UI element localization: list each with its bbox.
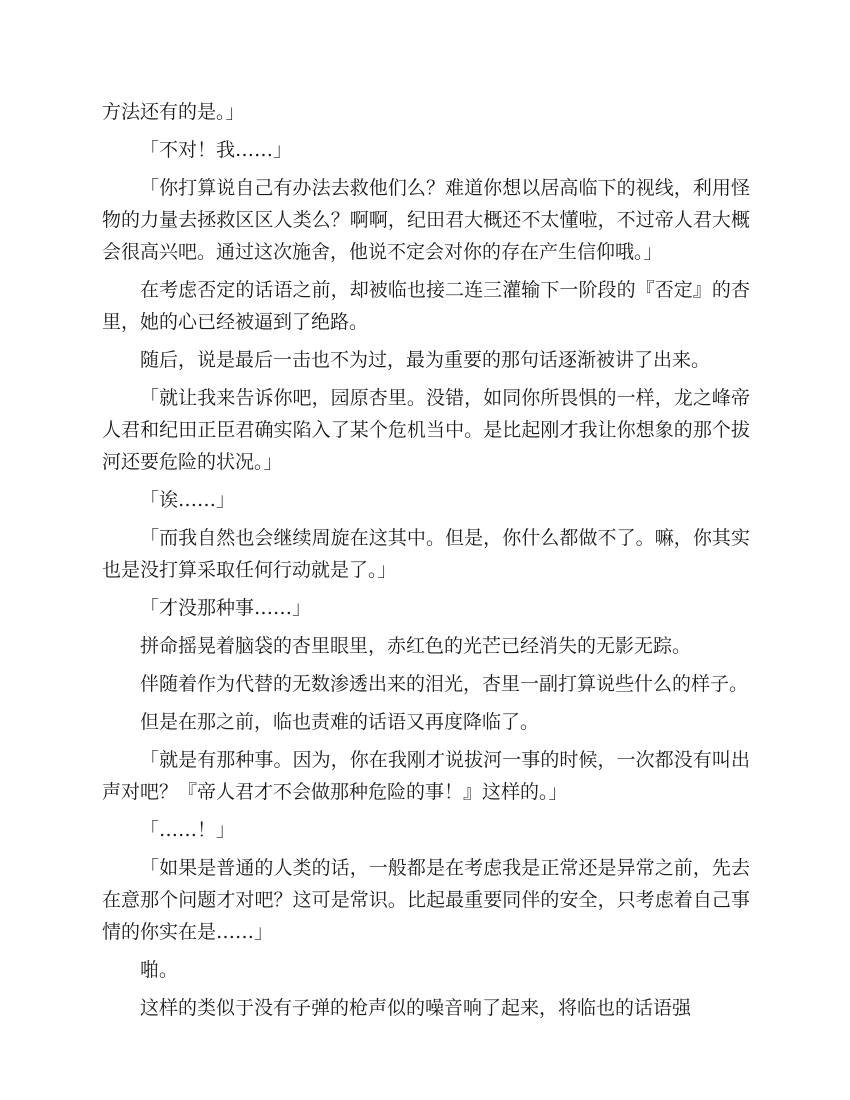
paragraph: 拼命摇晃着脑袋的杏里眼里，赤红色的光芒已经消失的无影无踪。 — [140, 635, 692, 657]
paragraph: 「如果是普通的人类的话，一般都是在考虑我是正常还是异常之前，先去在意那个问题才对吧？这可是常识。比起最重要同伴的安全，只考虑着自己事情的你实在是……」 — [102, 857, 750, 943]
paragraph: 但是在那之前，临也责难的话语又再度降临了。 — [140, 711, 540, 733]
paragraph: 「不对！我……」 — [140, 139, 293, 161]
paragraph: 「就是有那种事。因为，你在我刚才说拔河一事的时候，一次都没有叫出声对吧？『帝人君才不会做那种危险的事！』这样的。」 — [102, 749, 750, 803]
paragraph: 这样的类似于没有子弹的枪声似的噪音响了起来，将临也的话语强 — [140, 997, 692, 1019]
paragraph: 「就让我来告诉你吧，园原杏里。没错，如同你所畏惧的一样，龙之峰帝人君和纪田正臣君确实陷入了某个危机当中。是比起刚才我让你想象的那个拔河还要危险的状况。」 — [102, 387, 750, 473]
paragraph: 「你打算说自己有办法去救他们么？难道你想以居高临下的视线，利用怪物的力量去拯救区区人类么？啊啊，纪田君大概还不太懂啦，不过帝人君大概会很高兴吧。通过这次施舍，他说不定会对你的存在产生信仰哦。」 — [102, 177, 750, 263]
paragraph: 「而我自然也会继续周旋在这其中。但是，你什么都做不了。嘛，你其实也是没打算采取任何行动就是了。」 — [102, 527, 750, 581]
document-body — [102, 96, 750, 1030]
paragraph: 伴随着作为代替的无数渗透出来的泪光，杏里一副打算说些什么的样子。 — [140, 673, 749, 695]
paragraph: 「诶……」 — [140, 489, 236, 511]
paragraph: 方法还有的是。」 — [102, 101, 245, 123]
paragraph: 「才没那种事……」 — [140, 597, 312, 619]
paragraph: 「……！」 — [140, 819, 236, 841]
paragraph: 随后，说是最后一击也不为过，最为重要的那句话逐渐被讲了出来。 — [140, 349, 711, 371]
paragraph: 啪。 — [140, 959, 179, 981]
paragraph: 在考虑否定的话语之前，却被临也接二连三灌输下一阶段的『否定』的杏里，她的心已经被逼到了绝路。 — [102, 279, 750, 333]
